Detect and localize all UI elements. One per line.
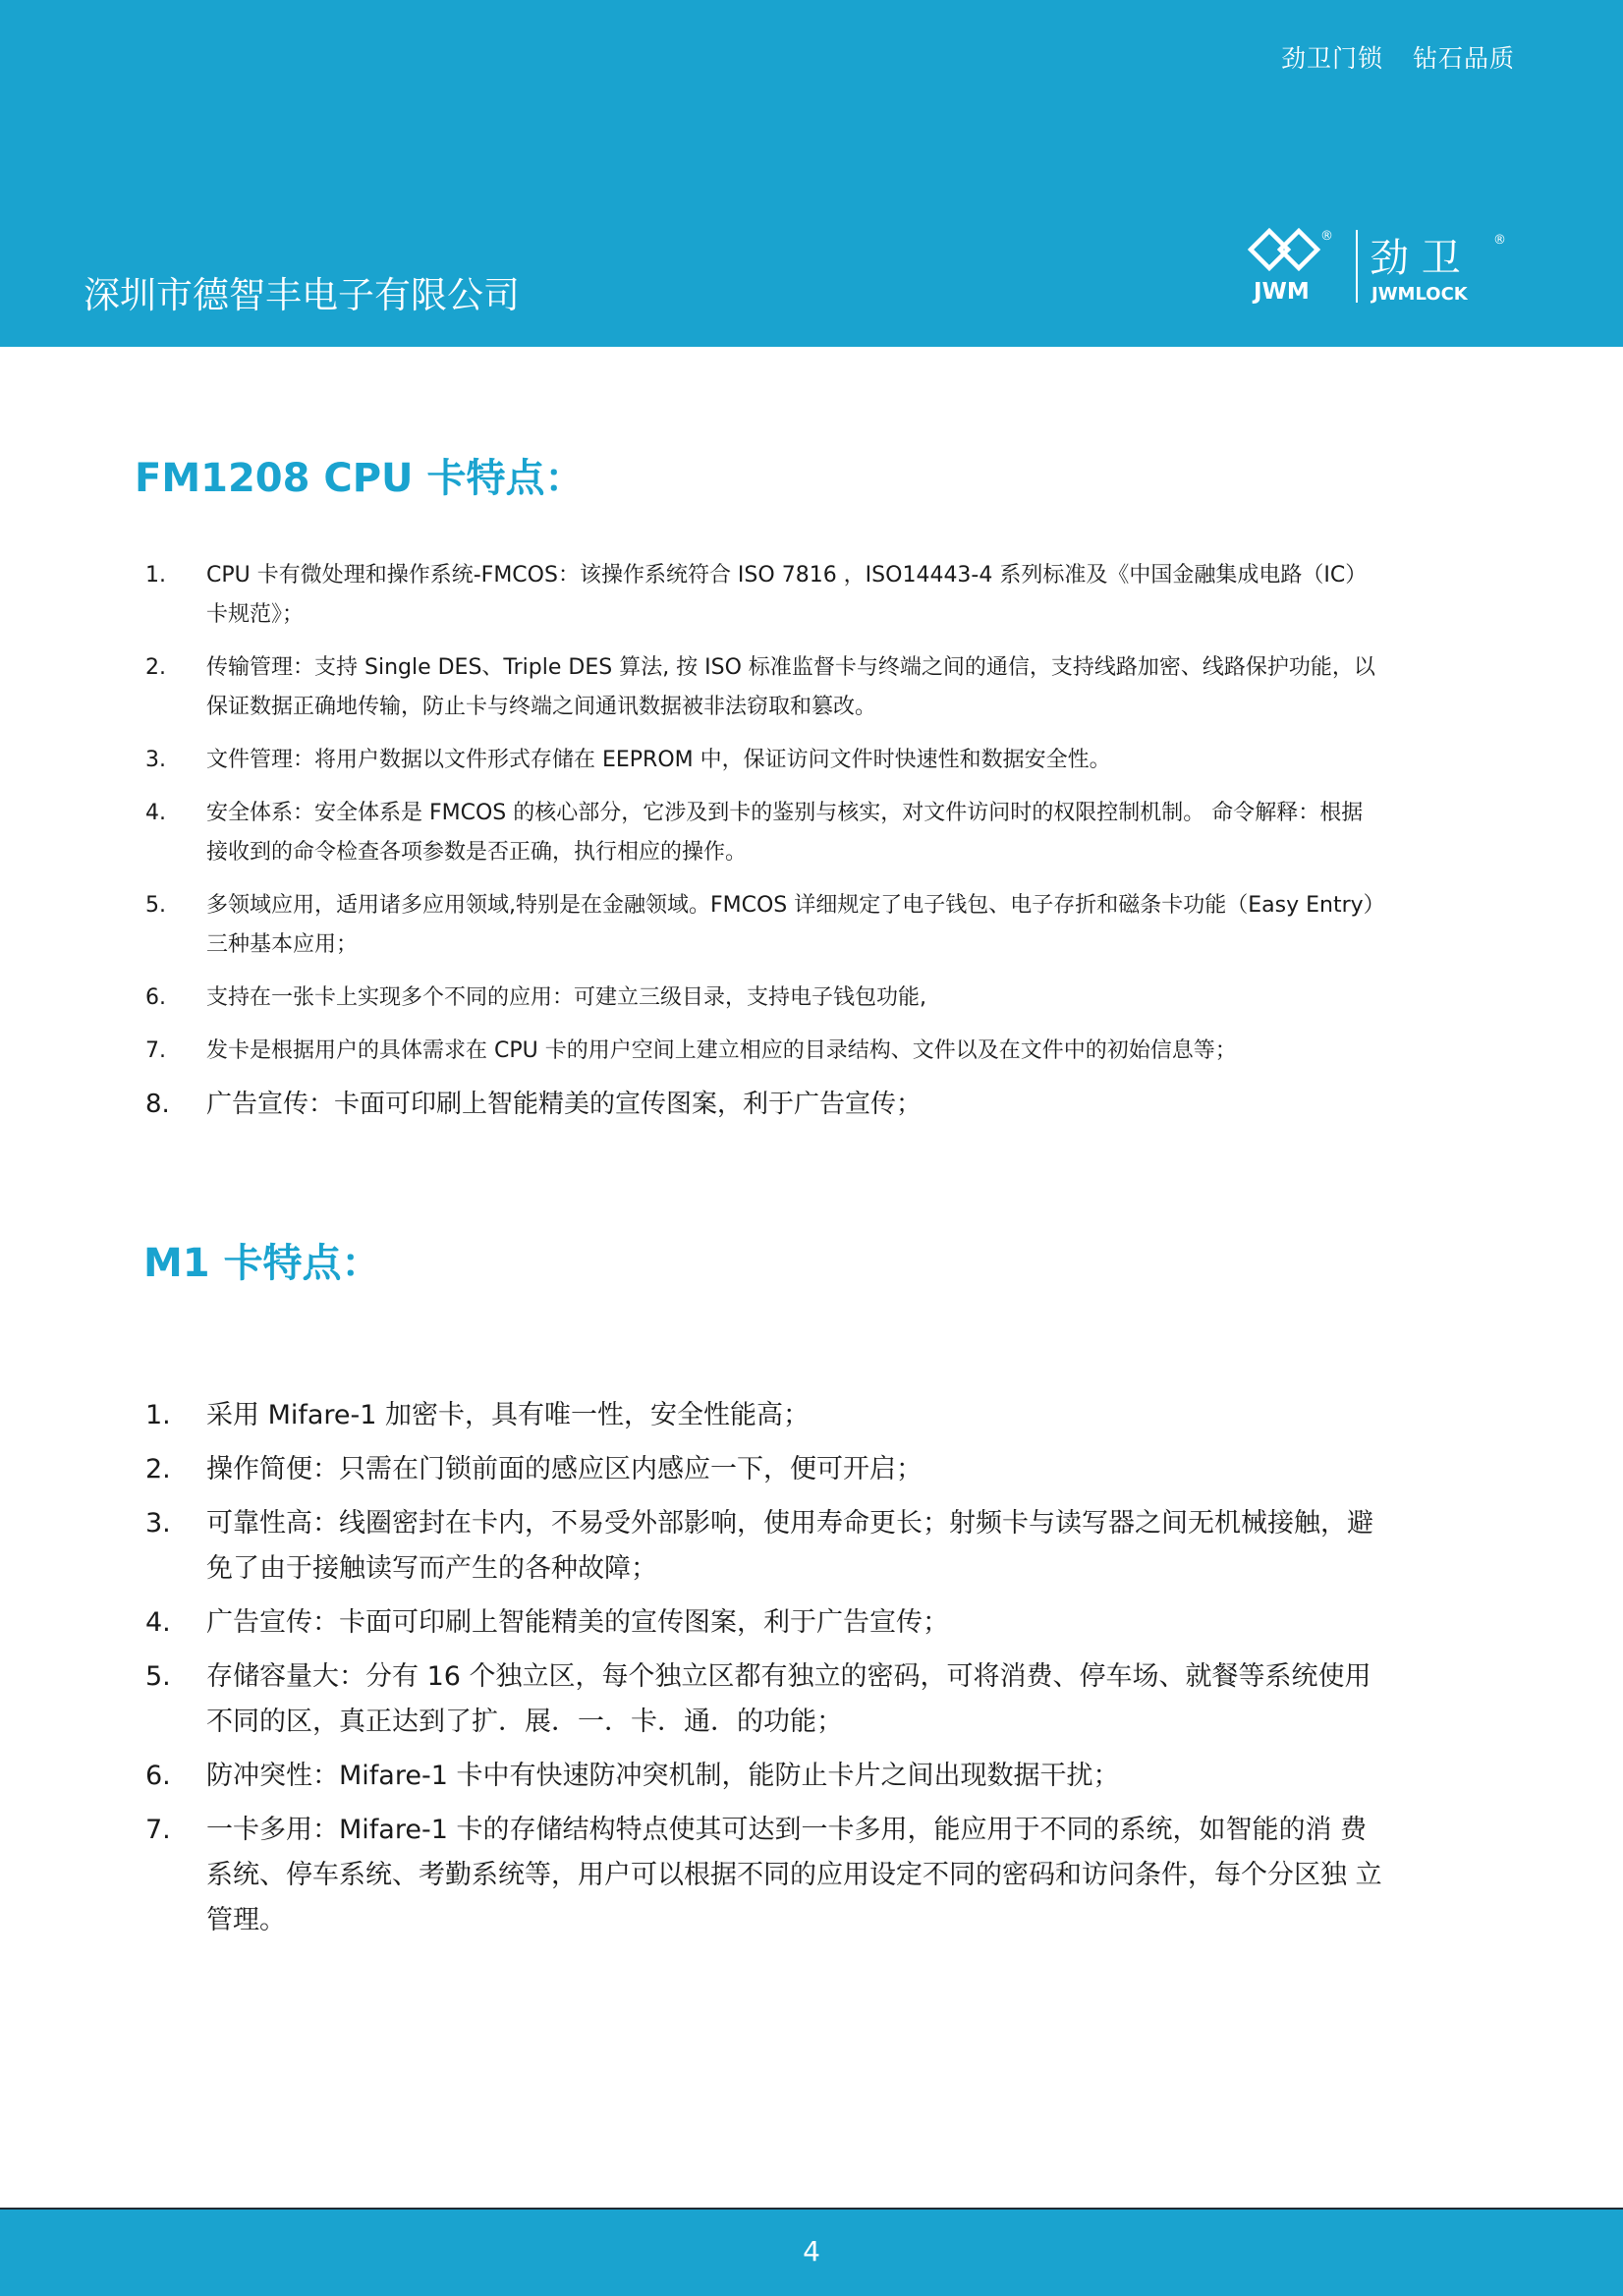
page-header xyxy=(0,0,1623,347)
list-item xyxy=(145,1654,1393,1745)
list-item xyxy=(145,648,1383,727)
list-item-number: 3. xyxy=(145,748,166,772)
logo-reg-mark: ® xyxy=(1320,229,1333,244)
list-item-text: 发卡是根据用户的具体需求在 CPU 卡的用户空间上建立相应的目录结构、文件以及在文件中的初始信息等； xyxy=(206,1038,1237,1063)
list-item-number: 4. xyxy=(145,801,166,825)
logo-reg-mark: ® xyxy=(1493,233,1506,248)
logo-brand-en: JWMLOCK xyxy=(1371,284,1468,305)
cpu-card-features-list xyxy=(145,556,1383,1138)
list-item-text: 广告宣传：卡面可印刷上智能精美的宣传图案，利于广告宣传； xyxy=(206,1607,949,1638)
page-footer xyxy=(0,2208,1623,2296)
list-item xyxy=(145,1085,1383,1124)
page-number: 4 xyxy=(803,2235,820,2268)
list-item xyxy=(145,979,1383,1018)
list-item-number: 8. xyxy=(145,1090,170,1119)
logo-abbr: JWM xyxy=(1254,279,1310,305)
list-item-text: 多领域应用，适用诸多应用领域,特别是在金融领域。FMCOS 详细规定了电子钱包、电子存折和磁条卡功能（Easy Entry）三种基本应用； xyxy=(206,893,1374,957)
company-name: 深圳市德智丰电子有限公司 xyxy=(84,274,520,316)
list-item-text: 文件管理：将用户数据以文件形式存储在 EEPROM 中，保证访问文件时快速性和数据安全性。 xyxy=(206,748,1111,772)
list-item-text: 采用 Mifare-1 加密卡，具有唯一性，安全性能高； xyxy=(206,1400,811,1430)
list-item xyxy=(145,741,1383,780)
list-item xyxy=(145,1447,1393,1492)
list-item-number: 4. xyxy=(145,1607,171,1638)
header-tagline xyxy=(1281,39,1515,75)
list-item-number: 1. xyxy=(145,1400,171,1430)
list-item-text: CPU 卡有微处理和操作系统-FMCOS：该操作系统符合 ISO 7816 ，ISO14443-4 系列标准及《中国金融集成电路（IC）卡规范》； xyxy=(206,563,1368,627)
list-item-number: 6. xyxy=(145,985,166,1010)
list-item-number: 7. xyxy=(145,1038,166,1063)
list-item-number: 2. xyxy=(145,1454,171,1484)
list-item-text: 防冲突性：Mifare-1 卡中有快速防冲突机制，能防止卡片之间出现数据干扰； xyxy=(206,1761,1120,1791)
list-item-number: 5. xyxy=(145,1661,171,1692)
list-item-number: 2. xyxy=(145,655,166,680)
tagline-part: 劲卫门锁 xyxy=(1280,44,1383,73)
interlocked-diamonds-icon xyxy=(1251,231,1317,268)
logo-brand-cn: 劲 卫 xyxy=(1370,236,1461,281)
m1-card-features-list xyxy=(145,1393,1393,1952)
list-item xyxy=(145,1393,1393,1438)
jwm-logo xyxy=(1248,222,1518,310)
list-item-number: 5. xyxy=(145,893,166,918)
list-item-text: 存储容量大：分有 16 个独立区，每个独立区都有独立的密码，可将消费、停车场、就餐等系统使用 不同的区，真正达到了扩．展．一．卡．通．的功能； xyxy=(206,1661,1371,1737)
list-item-number: 7. xyxy=(145,1815,171,1845)
list-item-text: 传输管理：支持 Single DES、Triple DES 算法, 按 ISO 标准监督卡与终端之间的通信，支持线路加密、线路保护功能，以保证数据正确地传输，防止卡与终端之间通讯数据被非法窃取和篡改。 xyxy=(206,655,1375,719)
tagline-part: 钻石品质 xyxy=(1412,44,1515,73)
list-item-number: 6. xyxy=(145,1761,171,1791)
list-item-text: 支持在一张卡上实现多个不同的应用：可建立三级目录，支持电子钱包功能, xyxy=(206,985,926,1010)
list-item-number: 3. xyxy=(145,1508,171,1539)
section-title-cpu-card: FM1208 CPU 卡特点： xyxy=(135,456,585,501)
list-item-number: 1. xyxy=(145,563,166,588)
list-item-text: 安全体系：安全体系是 FMCOS 的核心部分，它涉及到卡的鉴别与核实，对文件访问时的权限控制机制。 命令解释：根据接收到的命令检查各项参数是否正确，执行相应的操作。 xyxy=(206,801,1364,865)
list-item xyxy=(145,1808,1393,1943)
list-item-text: 操作简便：只需在门锁前面的感应区内感应一下，便可开启； xyxy=(206,1454,923,1484)
list-item-text: 广告宣传：卡面可印刷上智能精美的宣传图案，利于广告宣传； xyxy=(206,1090,923,1119)
list-item-text: 可靠性高：线圈密封在卡内，不易受外部影响，使用寿命更长；射频卡与读写器之间无机械接触，避免了由于接触读写而产生的各种故障； xyxy=(206,1508,1373,1584)
list-item-text: 一卡多用：Mifare-1 卡的存储结构特点使其可达到一卡多用，能应用于不同的系统，如智能的消 费系统、停车系统、考勤系统等，用户可以根据不同的应用设定不同的密码和访问条件，每个分区独 立管理。 xyxy=(206,1815,1382,1935)
list-item xyxy=(145,1501,1393,1592)
list-item xyxy=(145,1032,1383,1071)
list-item xyxy=(145,556,1383,635)
section-title-m1-card: M1 卡特点： xyxy=(143,1241,381,1286)
logo-divider xyxy=(1356,230,1358,303)
list-item xyxy=(145,1600,1393,1646)
list-item xyxy=(145,886,1383,965)
list-item xyxy=(145,1754,1393,1799)
list-item xyxy=(145,794,1383,872)
